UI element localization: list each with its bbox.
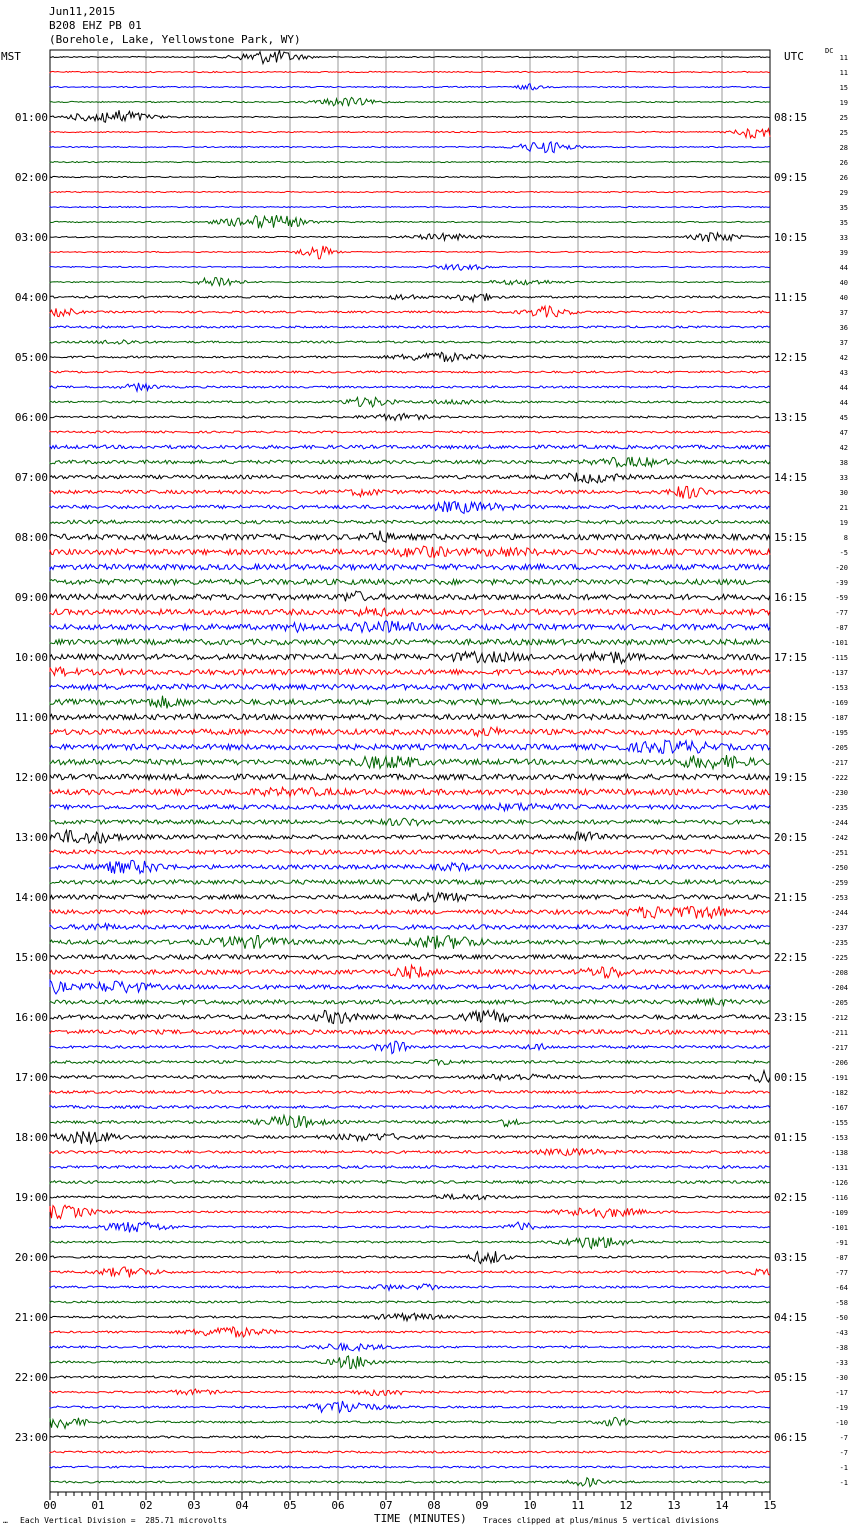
trace-line — [50, 564, 770, 570]
dc-offset-label: -10 — [835, 1419, 848, 1427]
trace-line — [50, 1313, 770, 1321]
left-hour-label: 02:00 — [14, 171, 48, 184]
dc-offset-label: 38 — [839, 459, 848, 467]
trace-line — [50, 696, 770, 709]
dc-offset-label: -217 — [831, 1044, 848, 1052]
left-timezone-label: MST — [1, 50, 21, 63]
trace-line — [50, 264, 770, 270]
dc-offset-label: -131 — [831, 1164, 848, 1172]
dc-offset-label: 11 — [839, 54, 848, 62]
left-hour-label: 08:00 — [14, 531, 48, 544]
dc-offset-label: -91 — [835, 1239, 848, 1247]
dc-offset-label: 26 — [839, 174, 848, 182]
trace-line — [50, 1205, 770, 1218]
trace-line — [50, 850, 770, 854]
dc-offset-label: -195 — [831, 729, 848, 737]
left-hour-label: 04:00 — [14, 291, 48, 304]
dc-offset-label: 19 — [839, 519, 848, 527]
dc-offset-label: -222 — [831, 774, 848, 782]
trace-line — [50, 1238, 770, 1249]
dc-offset-label: -20 — [835, 564, 848, 572]
left-hour-label: 18:00 — [14, 1131, 48, 1144]
trace-line — [50, 1251, 770, 1263]
dc-offset-label: 19 — [839, 99, 848, 107]
right-hour-label: 03:15 — [774, 1251, 808, 1264]
trace-line — [50, 787, 770, 797]
left-hour-label: 07:00 — [14, 471, 48, 484]
right-hour-label: 22:15 — [774, 951, 808, 964]
trace-line — [50, 191, 770, 192]
left-hour-label: 19:00 — [14, 1191, 48, 1204]
dc-offset-label: -39 — [835, 579, 848, 587]
trace-line — [50, 591, 770, 601]
trace-line — [50, 1356, 770, 1369]
dc-offset-label: -138 — [831, 1149, 848, 1157]
trace-line — [50, 1466, 770, 1468]
left-hour-label: 11:00 — [14, 711, 48, 724]
trace-line — [50, 473, 770, 483]
right-hour-label: 15:15 — [774, 531, 808, 544]
left-hour-label: 12:00 — [14, 771, 48, 784]
left-hour-label: 03:00 — [14, 231, 48, 244]
trace-line — [50, 1436, 770, 1438]
left-hour-label: 16:00 — [14, 1011, 48, 1024]
right-hour-label: 14:15 — [774, 471, 808, 484]
dc-offset-label: 36 — [839, 324, 848, 332]
dc-offset-label: -126 — [831, 1179, 848, 1187]
trace-line — [50, 639, 770, 645]
trace-line — [50, 520, 770, 524]
trace-line — [50, 684, 770, 690]
trace-layer — [50, 50, 770, 1486]
dc-offset-label: -205 — [831, 999, 848, 1007]
dc-offset-label: -1 — [839, 1464, 848, 1472]
dc-offset-label: -153 — [831, 1134, 848, 1142]
trace-line — [50, 1115, 770, 1127]
dc-offset-label: -182 — [831, 1089, 848, 1097]
trace-line — [50, 486, 770, 498]
left-hour-label: 22:00 — [14, 1371, 48, 1384]
left-hour-label: 10:00 — [14, 651, 48, 664]
trace-line — [50, 667, 770, 676]
x-axis-title: TIME (MINUTES) — [374, 1512, 467, 1525]
right-hour-label: 20:15 — [774, 831, 808, 844]
dc-offset-label: 8 — [843, 534, 848, 542]
trace-line — [50, 161, 770, 162]
trace-line — [50, 621, 770, 633]
dc-offset-label: -115 — [831, 654, 848, 662]
dc-offset-label: -58 — [835, 1299, 848, 1307]
dc-offset-label: 26 — [839, 159, 848, 167]
trace-line — [50, 1166, 770, 1169]
trace-line — [50, 906, 770, 919]
trace-line — [50, 980, 770, 994]
trace-line — [50, 1181, 770, 1184]
dc-offset-label: 28 — [839, 144, 848, 152]
trace-line — [50, 860, 770, 873]
trace-line — [50, 84, 770, 90]
left-hour-label: 15:00 — [14, 951, 48, 964]
dc-offset-label: -191 — [831, 1074, 848, 1082]
trace-line — [50, 278, 770, 286]
trace-line — [50, 893, 770, 902]
right-hour-label: 08:15 — [774, 111, 808, 124]
trace-line — [50, 531, 770, 543]
dc-offset-label: -38 — [835, 1344, 848, 1352]
dc-offset-label: 45 — [839, 414, 848, 422]
trace-line — [50, 1417, 770, 1428]
trace-line — [50, 1010, 770, 1023]
dc-offset-label: -235 — [831, 804, 848, 812]
trace-line — [50, 383, 770, 391]
trace-line — [50, 714, 770, 720]
dc-offset-label: -19 — [835, 1404, 848, 1412]
header-station: B208 EHZ PB 01 — [49, 19, 142, 32]
footer-mark: … — [3, 1516, 8, 1525]
dc-offset-label: -1 — [839, 1479, 848, 1487]
trace-line — [50, 1343, 770, 1350]
trace-line — [50, 652, 770, 664]
dc-offset-label: -169 — [831, 699, 848, 707]
left-hour-label: 01:00 — [14, 111, 48, 124]
trace-line — [50, 1071, 770, 1083]
dc-offset-label: -64 — [835, 1284, 848, 1292]
right-hour-label: 11:15 — [774, 291, 808, 304]
label-layer — [15, 54, 848, 1512]
left-hour-label: 13:00 — [14, 831, 48, 844]
trace-line — [50, 352, 770, 362]
x-tick-label: 05 — [283, 1499, 297, 1512]
trace-line — [50, 727, 770, 736]
trace-line — [50, 413, 770, 420]
x-tick-label: 00 — [43, 1499, 57, 1512]
dc-offset-label: -250 — [831, 864, 848, 872]
trace-line — [50, 457, 770, 467]
dc-offset-label: -230 — [831, 789, 848, 797]
x-tick-label: 15 — [763, 1499, 777, 1512]
dc-offset-label: 35 — [839, 204, 848, 212]
right-hour-label: 12:15 — [774, 351, 808, 364]
dc-offset-label: -205 — [831, 744, 848, 752]
dc-offset-label: -259 — [831, 879, 848, 887]
trace-line — [50, 999, 770, 1006]
dc-offset-label: -33 — [835, 1359, 848, 1367]
trace-line — [50, 1131, 770, 1143]
dc-offset-label: 37 — [839, 339, 848, 347]
x-tick-label: 01 — [91, 1499, 105, 1512]
dc-offset-label: 44 — [839, 384, 848, 392]
trace-line — [50, 1149, 770, 1156]
dc-offset-label: 42 — [839, 444, 848, 452]
dc-offset-label: -167 — [831, 1104, 848, 1112]
dc-offset-label: -109 — [831, 1209, 848, 1217]
trace-line — [50, 215, 770, 228]
dc-offset-label: -153 — [831, 684, 848, 692]
dc-offset-label: 30 — [839, 489, 848, 497]
right-timezone-label: UTC — [784, 50, 804, 63]
dc-offset-label: -155 — [831, 1119, 848, 1127]
dc-offset-label: -77 — [835, 609, 848, 617]
dc-offset-label: -5 — [839, 549, 848, 557]
dc-offset-label: -225 — [831, 954, 848, 962]
trace-line — [50, 71, 770, 72]
trace-line — [50, 579, 770, 585]
dc-offset-label: -208 — [831, 969, 848, 977]
left-hour-label: 14:00 — [14, 891, 48, 904]
dc-offset-label: 29 — [839, 189, 848, 197]
dc-offset-label: 35 — [839, 219, 848, 227]
trace-line — [50, 206, 770, 207]
dc-offset-label: -235 — [831, 939, 848, 947]
dc-offset-label: -77 — [835, 1269, 848, 1277]
dc-offset-label: -212 — [831, 1014, 848, 1022]
trace-line — [50, 129, 770, 138]
x-tick-label: 12 — [619, 1499, 633, 1512]
trace-line — [50, 142, 770, 153]
right-hour-label: 21:15 — [774, 891, 808, 904]
x-tick-label: 02 — [139, 1499, 153, 1512]
trace-line — [50, 326, 770, 328]
right-hour-label: 02:15 — [774, 1191, 808, 1204]
trace-line — [50, 1389, 770, 1396]
trace-line — [50, 1376, 770, 1378]
dc-offset-label: 40 — [839, 294, 848, 302]
header-location: (Borehole, Lake, Yellowstone Park, WY) — [49, 33, 301, 46]
left-hour-label: 21:00 — [14, 1311, 48, 1324]
x-tick-label: 08 — [427, 1499, 441, 1512]
trace-line — [50, 306, 770, 317]
dc-offset-label: 44 — [839, 264, 848, 272]
trace-line — [50, 830, 770, 843]
trace-line — [50, 1041, 770, 1053]
trace-line — [50, 1222, 770, 1232]
dc-offset-label: -217 — [831, 759, 848, 767]
right-hour-label: 19:15 — [774, 771, 808, 784]
right-hour-label: 09:15 — [774, 171, 808, 184]
dc-offset-label: -87 — [835, 624, 848, 632]
dc-offset-label: -242 — [831, 834, 848, 842]
trace-line — [50, 50, 770, 63]
right-hour-label: 13:15 — [774, 411, 808, 424]
right-hour-label: 17:15 — [774, 651, 808, 664]
dc-offset-label: 25 — [839, 114, 848, 122]
trace-line — [50, 293, 770, 301]
x-tick-label: 10 — [523, 1499, 537, 1512]
trace-line — [50, 1194, 770, 1199]
left-hour-label: 06:00 — [14, 411, 48, 424]
x-tick-label: 04 — [235, 1499, 249, 1512]
trace-line — [50, 1327, 770, 1338]
dc-offset-label: -101 — [831, 639, 848, 647]
right-hour-label: 16:15 — [774, 591, 808, 604]
dc-offset-label: -101 — [831, 1224, 848, 1232]
right-hour-label: 23:15 — [774, 1011, 808, 1024]
dc-offset-label: 11 — [839, 69, 848, 77]
right-hour-label: 01:15 — [774, 1131, 808, 1144]
dc-offset-label: -211 — [831, 1029, 848, 1037]
dc-offset-label: 47 — [839, 429, 848, 437]
trace-line — [50, 965, 770, 978]
dc-offset-label: -7 — [839, 1434, 848, 1442]
dc-offset-label: -206 — [831, 1059, 848, 1067]
trace-line — [50, 431, 770, 433]
right-hour-label: 06:15 — [774, 1431, 808, 1444]
footer-division-note: Each Vertical Division = 285.71 microvolts — [20, 1516, 228, 1525]
trace-line — [50, 445, 770, 449]
dc-offset-label: 33 — [839, 234, 848, 242]
dc-offset-label: 42 — [839, 354, 848, 362]
dc-offset-label: -116 — [831, 1194, 848, 1202]
dc-offset-label: 37 — [839, 309, 848, 317]
left-hour-label: 20:00 — [14, 1251, 48, 1264]
trace-line — [50, 110, 770, 122]
trace-line — [50, 1091, 770, 1094]
dc-offset-label: 15 — [839, 84, 848, 92]
dc-offset-label: -237 — [831, 924, 848, 932]
dc-offset-label: 44 — [839, 399, 848, 407]
dc-offset-label: 39 — [839, 249, 848, 257]
dc-offset-label: 21 — [839, 504, 848, 512]
trace-line — [50, 755, 770, 769]
trace-line — [50, 608, 770, 617]
trace-line — [50, 502, 770, 514]
trace-line — [50, 955, 770, 959]
x-tick-label: 06 — [331, 1499, 345, 1512]
right-hour-label: 04:15 — [774, 1311, 808, 1324]
trace-line — [50, 740, 770, 753]
trace-line — [50, 97, 770, 106]
trace-line — [50, 397, 770, 407]
left-hour-label: 23:00 — [14, 1431, 48, 1444]
dc-offset-label: -244 — [831, 909, 848, 917]
dc-offset-label: -30 — [835, 1374, 848, 1382]
trace-line — [50, 233, 770, 242]
dc-offset-label: -87 — [835, 1254, 848, 1262]
x-tick-label: 14 — [715, 1499, 729, 1512]
trace-line — [50, 1301, 770, 1303]
dc-offset-label: -59 — [835, 594, 848, 602]
dc-offset-label: -251 — [831, 849, 848, 857]
dc-offset-label: -204 — [831, 984, 848, 992]
dc-offset-label: -43 — [835, 1329, 848, 1337]
trace-line — [50, 1030, 770, 1034]
trace-line — [50, 371, 770, 373]
trace-line — [50, 774, 770, 780]
dc-offset-label: -253 — [831, 894, 848, 902]
trace-line — [50, 803, 770, 811]
trace-line — [50, 1267, 770, 1277]
header-date: Jun11,2015 — [49, 5, 116, 18]
trace-line — [50, 1284, 770, 1290]
grid-layer — [50, 50, 770, 1500]
trace-line — [50, 1060, 770, 1065]
dc-offset-label: -7 — [839, 1449, 848, 1457]
dc-offset-label: -244 — [831, 819, 848, 827]
dc-offset-label: 33 — [839, 474, 848, 482]
trace-line — [50, 176, 770, 177]
trace-line — [50, 340, 770, 344]
right-hour-label: 05:15 — [774, 1371, 808, 1384]
dc-offset-label: 43 — [839, 369, 848, 377]
trace-line — [50, 1451, 770, 1453]
x-tick-label: 03 — [187, 1499, 201, 1512]
x-tick-label: 13 — [667, 1499, 681, 1512]
x-tick-label: 11 — [571, 1499, 585, 1512]
x-tick-label: 09 — [475, 1499, 489, 1512]
trace-line — [50, 924, 770, 930]
right-hour-label: 00:15 — [774, 1071, 808, 1084]
right-hour-label: 10:15 — [774, 231, 808, 244]
dc-offset-label: -50 — [835, 1314, 848, 1322]
trace-line — [50, 880, 770, 884]
trace-line — [50, 1401, 770, 1412]
left-hour-label: 05:00 — [14, 351, 48, 364]
dc-offset-label: 25 — [839, 129, 848, 137]
dc-offset-label: -137 — [831, 669, 848, 677]
dc-offset-label: 40 — [839, 279, 848, 287]
trace-line — [50, 818, 770, 825]
dc-offset-label: -17 — [835, 1389, 848, 1397]
left-hour-label: 09:00 — [14, 591, 48, 604]
footer-clip-note: Traces clipped at plus/minus 5 vertical divisions — [483, 1516, 720, 1525]
left-hour-label: 17:00 — [14, 1071, 48, 1084]
trace-line — [50, 935, 770, 949]
dc-offset-label: -187 — [831, 714, 848, 722]
right-hour-label: 18:15 — [774, 711, 808, 724]
dc-label: DC — [825, 47, 834, 55]
trace-line — [50, 1106, 770, 1109]
trace-line — [50, 1478, 770, 1487]
x-tick-label: 07 — [379, 1499, 393, 1512]
trace-line — [50, 546, 770, 558]
trace-line — [50, 246, 770, 259]
